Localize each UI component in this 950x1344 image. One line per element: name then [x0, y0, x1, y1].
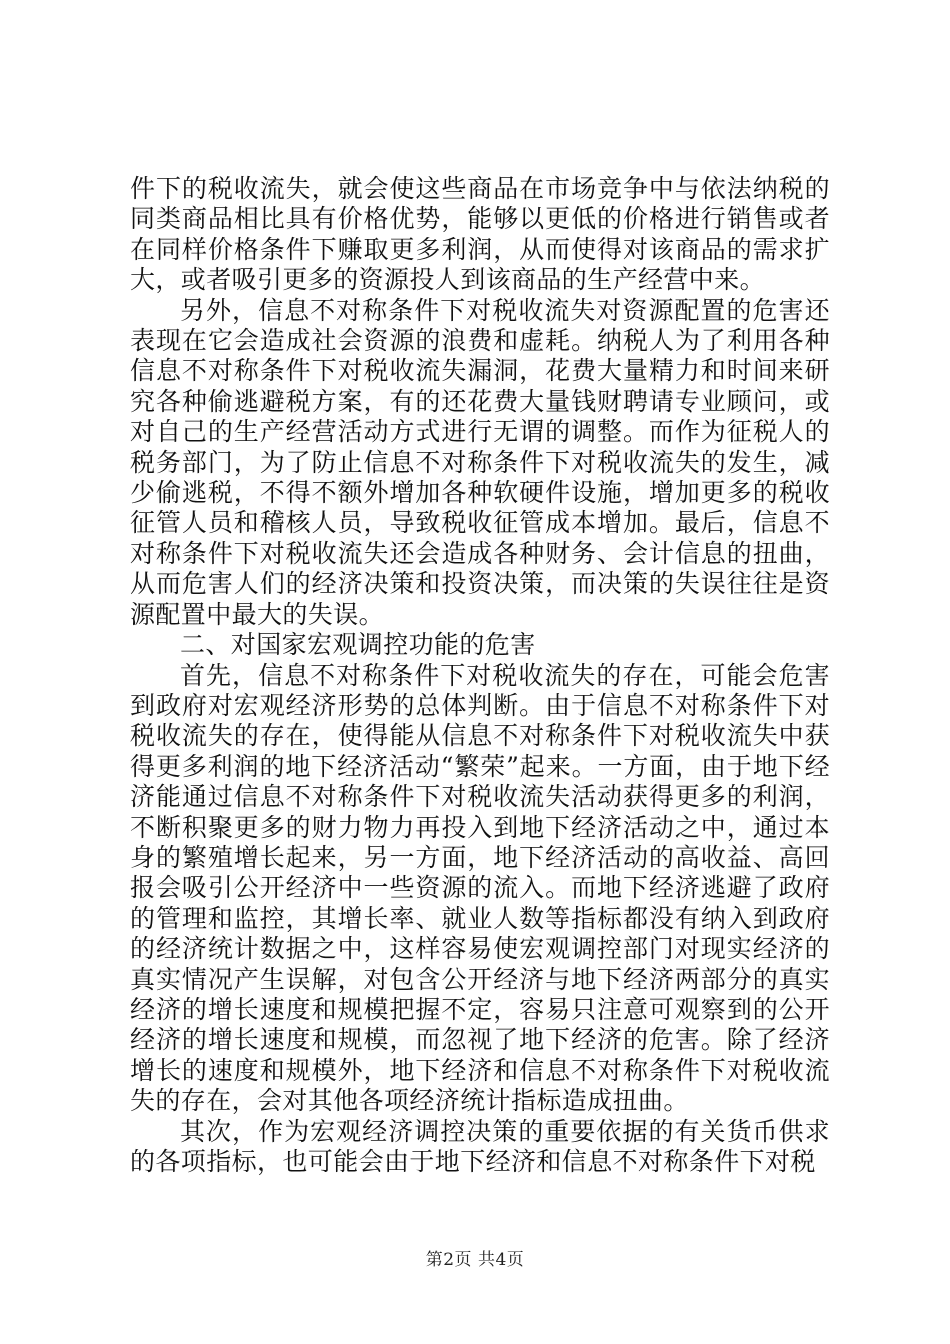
section-heading: 二、对国家宏观调控功能的危害: [180, 630, 536, 660]
paragraph-resource-waste: 另外，信息不对称条件下对税收流失对资源配置的危害还表现在它会造成社会资源的浪费和虚耗。纳税人为了利用各种信息不对称条件下对税收流失漏洞，花费大量精力和时间来研究各种偷逃避税方案，有的还花费大量钱财聘请专业顾问，或对自己的生产经营活动方式进行无谓的调整。而作为征税人的税务部门，为了防止信息不对称条件下对税收流失的发生，减少偷逃税，不得不额外增加各种软硬件设施，增加更多的税收征管人员和稽核人员，导致税收征管成本增加。最后，信息不对称条件下对税收流失还会造成各种财务、会计信息的扭曲，从而危害人们的经济决策和投资决策，而决策的失误往往是资源配置中最大的失误。: [130, 295, 830, 629]
paragraph-macro-judgment: 首先，信息不对称条件下对税收流失的存在，可能会危害到政府对宏观经济形势的总体判断。由于信息不对称条件下对税收流失的存在，使得能从信息不对称条件下对税收流失中获得更多利润的地下经济活动“繁荣”起来。一方面，由于地下经济能通过信息不对称条件下对税收流失活动获得更多的利润，不断积聚更多的财力物力再投入到地下经济活动之中，通过本身的繁殖增长起来，另一方面，地下经济活动的高收益、高回报会吸引公开经济中一些资源的流入。而地下经济逃避了政府的管理和监控，其增长率、就业人数等指标都没有纳入到政府的经济统计数据之中，这样容易使宏观调控部门对现实经济的真实情况产生误解，对包含公开经济与地下经济两部分的真实经济的增长速度和规模把握不定，容易只注意可观察到的公开经济的增长速度和规模，而忽视了地下经济的危害。除了经济增长的速度和规模外，地下经济和信息不对称条件下对税收流失的存在，会对其他各项经济统计指标造成扭曲。: [130, 660, 830, 1116]
document-body: [130, 174, 830, 1177]
paragraph-continuation: 件下的税收流失，就会使这些商品在市场竞争中与依法纳税的同类商品相比具有价格优势，能够以更低的价格进行销售或者在同样价格条件下赚取更多利润，从而使得对该商品的需求扩大，或者吸引更多的资源投人到该商品的生产经营中来。: [130, 174, 830, 295]
paragraph-monetary-indicators: 其次，作为宏观经济调控决策的重要依据的有关货币供求的各项指标，也可能会由于地下经济和信息不对称条件下对税: [130, 1116, 830, 1176]
page-footer: 第2页 共4页: [425, 1250, 525, 1270]
